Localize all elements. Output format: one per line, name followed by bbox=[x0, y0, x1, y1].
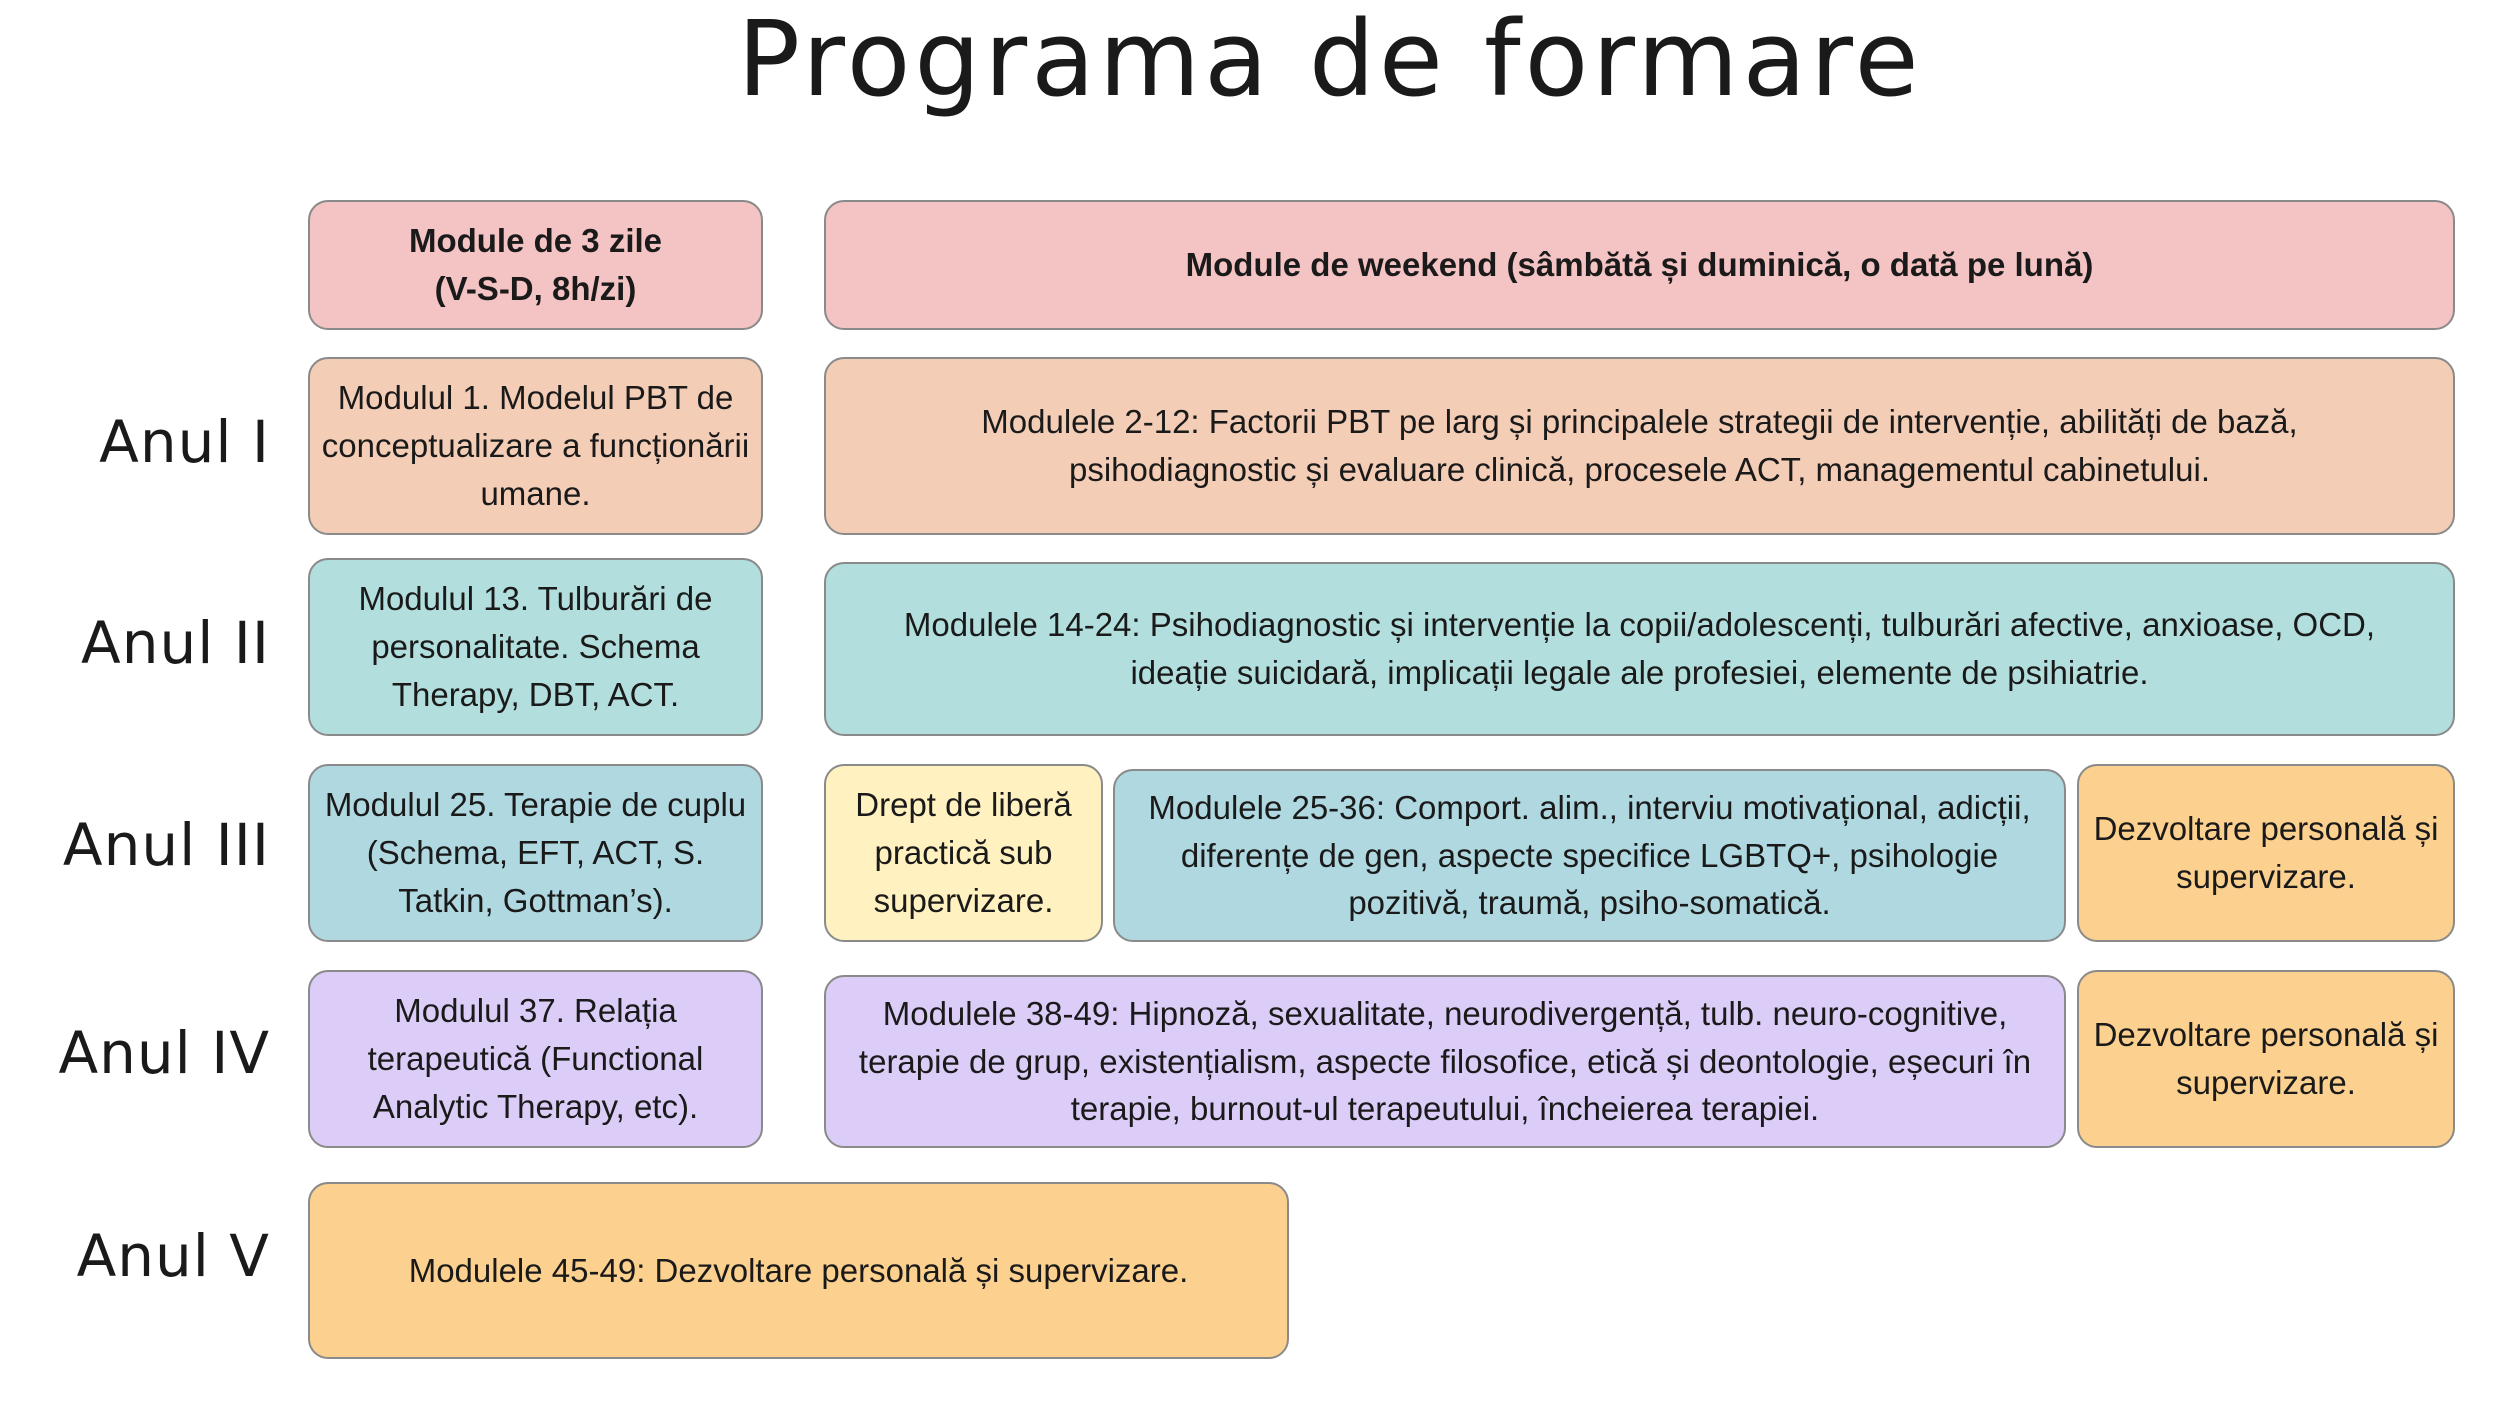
year-2-weekend-modules bbox=[824, 562, 2455, 736]
page-title: Programa de formare bbox=[737, 0, 1923, 120]
year-3-personal-text: Dezvoltare personală și supervizare. bbox=[2093, 810, 2439, 895]
year-4-weekend-modules bbox=[824, 975, 2066, 1148]
year-3-weekend-text: Modulele 25-36: Comport. alim., interviu motivațional, adicții, diferențe de gen, aspecte specifice LGBTQ+, psihologie pozitivă, traumă, psiho-somatică. bbox=[1148, 788, 2031, 922]
year-4-weekend-text: Modulele 38-49: Hipnoză, sexualitate, neurodivergență, tulb. neuro-cognitive, terapie de grup, existențialism, aspecte filosofice, etică și deontologie, eșecuri în terapie, burnout-ul terapeutului, încheierea terapiei. bbox=[858, 994, 2032, 1128]
year-3-personal-development bbox=[2077, 764, 2455, 942]
year-2-three-day-module bbox=[308, 558, 763, 736]
year-3-three-day-module bbox=[308, 764, 763, 942]
header-weekend-modules bbox=[824, 200, 2455, 330]
year-1-weekend-text: Modulele 2-12: Factorii PBT pe larg și principalele strategii de intervenție, abilități de bază, psihodiagnostic și evaluare clinică, procesele ACT, managementul cabinetului. bbox=[981, 403, 2298, 488]
header-three-day-modules bbox=[308, 200, 763, 330]
year-3-practice-right bbox=[824, 764, 1103, 942]
year-2-weekend-text: Modulele 14-24: Psihodiagnostic și intervenție la copii/adolescenți, tulburări afective, anxioase, OCD, ideație suicidară, implicații legale ale profesiei, elemente de psihiatrie. bbox=[903, 606, 2376, 691]
year-5-modules bbox=[308, 1182, 1289, 1359]
year-4-personal-development bbox=[2077, 970, 2455, 1148]
year-4-personal-text: Dezvoltare personală și supervizare. bbox=[2093, 1016, 2439, 1101]
year-1-three-day-text: Modulul 1. Modelul PBT de conceptualizare a funcționării umane. bbox=[321, 379, 750, 512]
year-label-3: Anul III bbox=[62, 811, 270, 879]
year-4-three-day-module bbox=[308, 970, 763, 1148]
year-label-5: Anul V bbox=[76, 1222, 270, 1290]
year-label-4: Anul IV bbox=[58, 1019, 270, 1087]
year-1-three-day-module bbox=[308, 357, 763, 535]
year-5-text: Modulele 45-49: Dezvoltare personală și supervizare. bbox=[408, 1251, 1189, 1289]
header-weekend-label: Module de weekend (sâmbătă și duminică, o dată pe lună) bbox=[1185, 246, 2094, 284]
year-4-three-day-text: Modulul 37. Relația terapeutică (Functional Analytic Therapy, etc). bbox=[367, 992, 704, 1125]
header-three-day-label: Module de 3 zile (V-S-D, 8h/zi) bbox=[408, 222, 663, 307]
year-3-three-day-text: Modulul 25. Terapie de cuplu (Schema, EFT, ACT, S. Tatkin, Gottman’s). bbox=[324, 786, 747, 919]
year-3-weekend-modules bbox=[1113, 769, 2066, 942]
year-1-weekend-modules bbox=[824, 357, 2455, 535]
year-2-three-day-text: Modulul 13. Tulburări de personalitate. Schema Therapy, DBT, ACT. bbox=[358, 580, 713, 713]
year-label-2: Anul II bbox=[81, 609, 270, 677]
year-3-practice-text: Drept de liberă practică sub supervizare. bbox=[855, 786, 1072, 919]
year-label-1: Anul I bbox=[99, 408, 270, 476]
